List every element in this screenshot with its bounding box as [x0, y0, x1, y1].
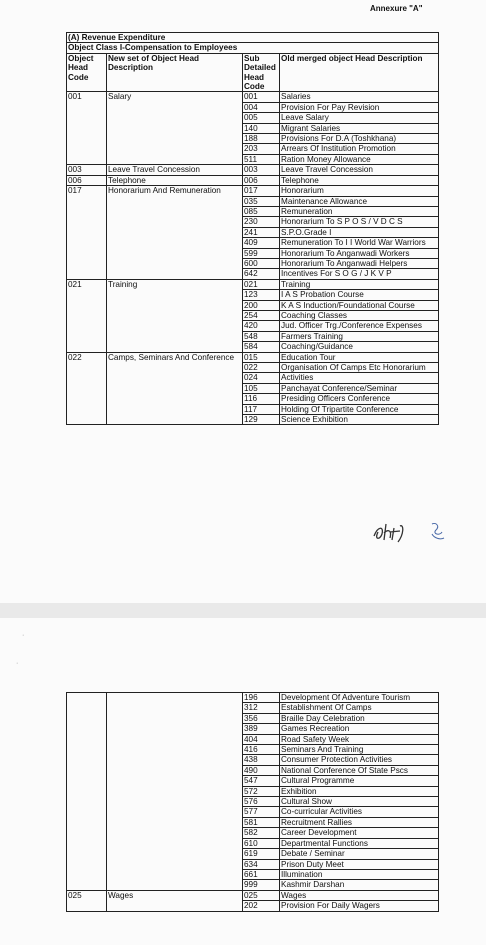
- sub-head-code: 600: [243, 258, 280, 268]
- old-head-description: Provision For Pay Revision: [280, 102, 439, 112]
- sub-head-code: 582: [243, 828, 280, 838]
- old-head-description: Honorarium To Anganwadi Workers: [280, 248, 439, 258]
- old-head-description: Salaries: [280, 92, 439, 102]
- old-head-description: Exhibition: [280, 786, 439, 796]
- sub-head-code: 404: [243, 734, 280, 744]
- old-head-description: Development Of Adventure Tourism: [280, 693, 439, 703]
- old-head-description: Braille Day Celebration: [280, 713, 439, 723]
- table-row: [67, 890, 439, 900]
- sub-head-code: 642: [243, 269, 280, 279]
- object-head-description: [107, 693, 243, 891]
- old-head-description: Presiding Officers Conference: [280, 394, 439, 404]
- sub-head-code: 025: [243, 890, 280, 900]
- object-head-description: Camps, Seminars And Conference: [107, 352, 243, 425]
- sub-head-code: 140: [243, 123, 280, 133]
- sub-head-code: 021: [243, 279, 280, 289]
- sub-head-code: 230: [243, 217, 280, 227]
- sub-head-code: 511: [243, 154, 280, 164]
- table-row: [67, 279, 439, 289]
- sub-head-code: 254: [243, 310, 280, 320]
- old-head-description: Games Recreation: [280, 724, 439, 734]
- table-row: [67, 165, 439, 175]
- sub-head-code: 116: [243, 394, 280, 404]
- sub-head-code: 241: [243, 227, 280, 237]
- table-row: [67, 186, 439, 196]
- old-head-description: Establishment Of Camps: [280, 703, 439, 713]
- sub-head-code: 017: [243, 186, 280, 196]
- old-head-description: Leave Salary: [280, 113, 439, 123]
- sub-head-code: 599: [243, 248, 280, 258]
- old-head-description: Prison Duty Meet: [280, 859, 439, 869]
- old-head-description: Arrears Of Institution Promotion: [280, 144, 439, 154]
- sub-head-code: 610: [243, 838, 280, 848]
- sub-head-code: 661: [243, 869, 280, 879]
- old-head-description: S.P.O.Grade I: [280, 227, 439, 237]
- old-head-description: Seminars And Training: [280, 745, 439, 755]
- sub-head-code: 576: [243, 797, 280, 807]
- sub-head-code: 577: [243, 807, 280, 817]
- object-head-description: Wages: [107, 890, 243, 911]
- object-head-code: 021: [67, 279, 107, 352]
- old-head-description: Debate / Seminar: [280, 849, 439, 859]
- sub-head-code: 129: [243, 415, 280, 425]
- header-sub-detailed-head-code: Sub Detailed Head Code: [243, 53, 280, 92]
- old-head-description: Maintenance Allowance: [280, 196, 439, 206]
- sub-head-code: 548: [243, 331, 280, 341]
- old-head-description: Career Development: [280, 828, 439, 838]
- sub-head-code: 005: [243, 113, 280, 123]
- object-head-code: 003: [67, 165, 107, 175]
- old-head-description: Farmers Training: [280, 331, 439, 341]
- old-head-description: Education Tour: [280, 352, 439, 362]
- sub-head-code: 196: [243, 693, 280, 703]
- old-head-description: Honorarium To Anganwadi Helpers: [280, 258, 439, 268]
- object-head-code: [67, 693, 107, 891]
- revenue-expenditure-table: [66, 32, 439, 425]
- sub-head-code: 117: [243, 404, 280, 414]
- old-head-description: Coaching/Guidance: [280, 342, 439, 352]
- old-head-description: Provision For Daily Wagers: [280, 901, 439, 911]
- old-head-description: Holding Of Tripartite Conference: [280, 404, 439, 414]
- old-head-description: Incentives For S O G / J K V P: [280, 269, 439, 279]
- old-head-description: Cultural Show: [280, 797, 439, 807]
- old-head-description: Recruitment Rallies: [280, 817, 439, 827]
- sub-head-code: 547: [243, 776, 280, 786]
- old-head-description: Honorarium To S P O S / V D C S: [280, 217, 439, 227]
- document-page-2: [0, 618, 486, 945]
- sub-head-code: 200: [243, 300, 280, 310]
- handwritten-signature: [370, 518, 450, 546]
- sub-head-code: 581: [243, 817, 280, 827]
- old-head-description: Jud. Officer Trg./Conference Expenses: [280, 321, 439, 331]
- sub-head-code: 022: [243, 363, 280, 373]
- old-head-description: Ration Money Allowance: [280, 154, 439, 164]
- table-row: [67, 693, 439, 703]
- object-head-description: Telephone: [107, 175, 243, 185]
- sub-head-code: 003: [243, 165, 280, 175]
- old-head-description: Training: [280, 279, 439, 289]
- old-head-description: Migrant Salaries: [280, 123, 439, 133]
- sub-head-code: 356: [243, 713, 280, 723]
- sub-head-code: 619: [243, 849, 280, 859]
- old-head-description: Consumer Protection Activities: [280, 755, 439, 765]
- sub-head-code: 004: [243, 102, 280, 112]
- old-head-description: Illumination: [280, 869, 439, 879]
- sub-head-code: 188: [243, 134, 280, 144]
- sub-head-code: 203: [243, 144, 280, 154]
- old-head-description: Science Exhibition: [280, 415, 439, 425]
- sub-head-code: 490: [243, 765, 280, 775]
- old-head-description: Activities: [280, 373, 439, 383]
- sub-head-code: 202: [243, 901, 280, 911]
- object-head-description: Salary: [107, 92, 243, 165]
- object-head-code: 022: [67, 352, 107, 425]
- table-row: [67, 175, 439, 185]
- sub-head-code: 999: [243, 880, 280, 890]
- object-head-description: Leave Travel Concession: [107, 165, 243, 175]
- object-head-code: 006: [67, 175, 107, 185]
- revenue-expenditure-table-continued: [66, 692, 439, 912]
- header-new-description: New set of Object Head Description: [107, 53, 243, 92]
- sub-head-code: 105: [243, 383, 280, 393]
- old-head-description: Honorarium: [280, 186, 439, 196]
- old-head-description: Panchayat Conference/Seminar: [280, 383, 439, 393]
- old-head-description: Cultural Programme: [280, 776, 439, 786]
- object-head-code: 017: [67, 186, 107, 280]
- sub-head-code: 584: [243, 342, 280, 352]
- sub-head-code: 416: [243, 745, 280, 755]
- header-object-head-code: Object Head Code: [67, 53, 107, 92]
- object-head-code: 025: [67, 890, 107, 911]
- table-title: (A) Revenue Expenditure: [67, 33, 439, 43]
- sub-head-code: 438: [243, 755, 280, 765]
- old-head-description: Provisions For D.A (Toshkhana): [280, 134, 439, 144]
- scan-speck: ·: [22, 632, 25, 639]
- header-old-description: Old merged object Head Description: [280, 53, 439, 92]
- sub-head-code: 024: [243, 373, 280, 383]
- sub-head-code: 123: [243, 290, 280, 300]
- object-head-description: Honorarium And Remuneration: [107, 186, 243, 280]
- old-head-description: Organisation Of Camps Etc Honorarium: [280, 363, 439, 373]
- sub-head-code: 015: [243, 352, 280, 362]
- sub-head-code: 572: [243, 786, 280, 796]
- sub-head-code: 634: [243, 859, 280, 869]
- sub-head-code: 085: [243, 206, 280, 216]
- object-head-description: Training: [107, 279, 243, 352]
- table-subtitle: Object Class I-Compensation to Employees: [67, 43, 439, 53]
- object-head-code: 001: [67, 92, 107, 165]
- sub-head-code: 312: [243, 703, 280, 713]
- old-head-description: Departmental Functions: [280, 838, 439, 848]
- old-head-description: Telephone: [280, 175, 439, 185]
- old-head-description: Road Safety Week: [280, 734, 439, 744]
- old-head-description: National Conference Of State Pscs: [280, 765, 439, 775]
- old-head-description: Coaching Classes: [280, 310, 439, 320]
- old-head-description: Remuneration To I I World War Warriors: [280, 238, 439, 248]
- scan-speck: ·: [16, 660, 19, 667]
- annexure-label: Annexure "A": [370, 4, 423, 13]
- sub-head-code: 409: [243, 238, 280, 248]
- old-head-description: I A S Probation Course: [280, 290, 439, 300]
- old-head-description: K A S Induction/Foundational Course: [280, 300, 439, 310]
- table-row: [67, 92, 439, 102]
- old-head-description: Co-curricular Activities: [280, 807, 439, 817]
- old-head-description: Remuneration: [280, 206, 439, 216]
- sub-head-code: 001: [243, 92, 280, 102]
- old-head-description: Kashmir Darshan: [280, 880, 439, 890]
- table-row: [67, 352, 439, 362]
- old-head-description: Leave Travel Concession: [280, 165, 439, 175]
- sub-head-code: 006: [243, 175, 280, 185]
- sub-head-code: 420: [243, 321, 280, 331]
- old-head-description: Wages: [280, 890, 439, 900]
- sub-head-code: 389: [243, 724, 280, 734]
- sub-head-code: 035: [243, 196, 280, 206]
